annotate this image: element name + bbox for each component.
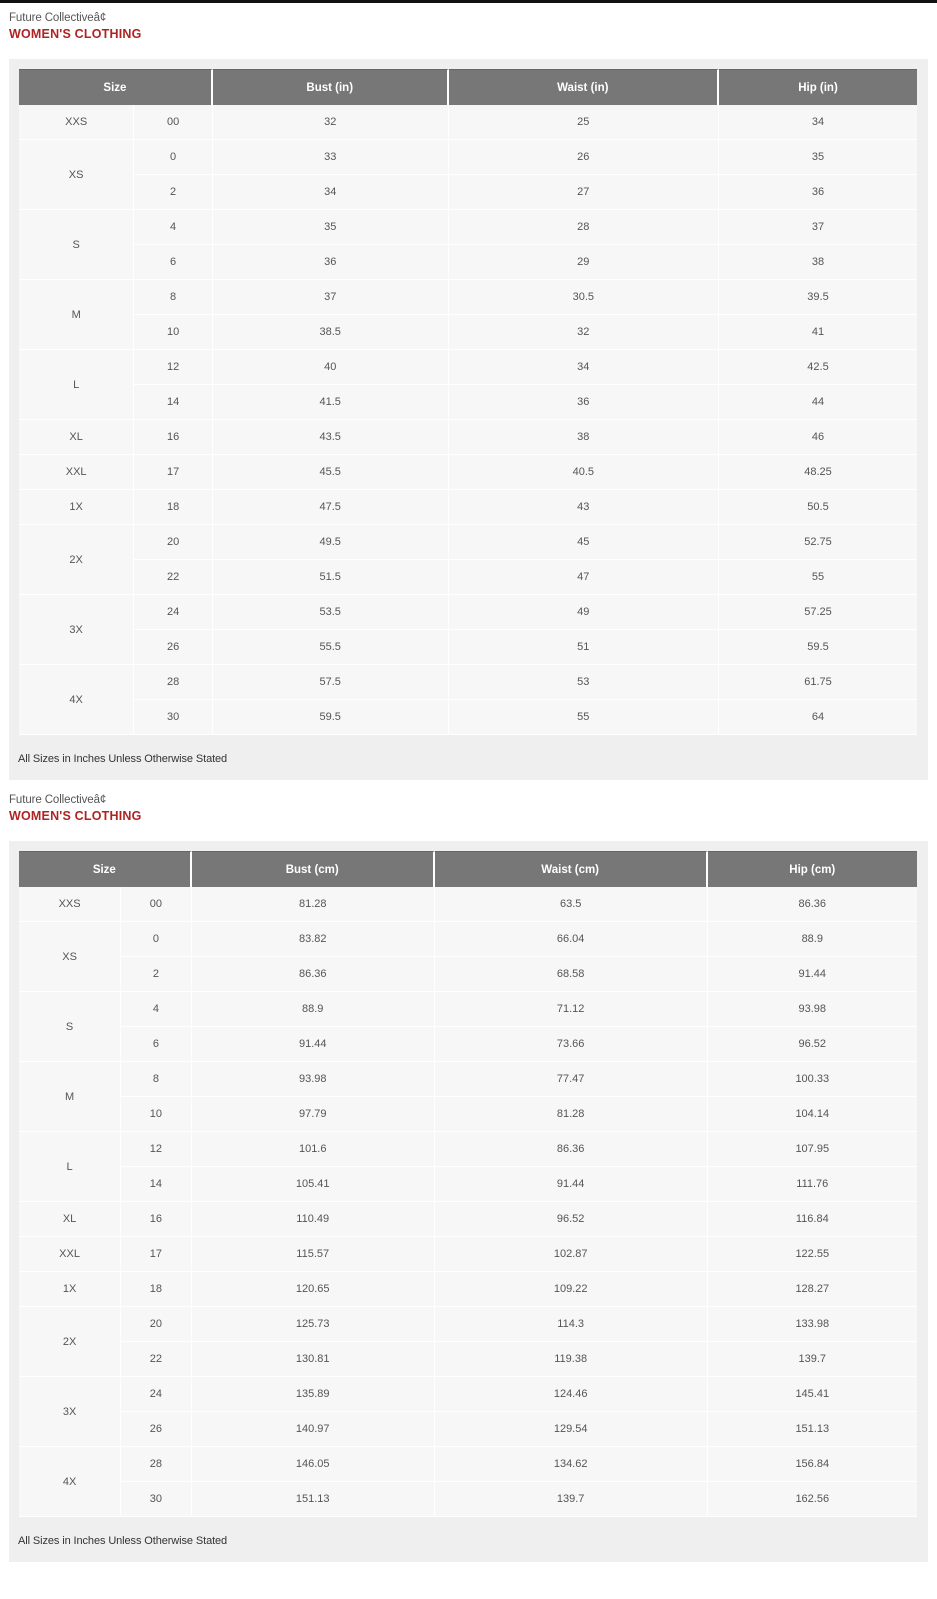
- size-table: [19, 851, 917, 1517]
- hip-cell: 86.36: [708, 887, 917, 922]
- hip-cell: 34: [719, 105, 917, 140]
- table-row: [19, 1062, 917, 1097]
- size-label-cell: S: [19, 210, 134, 280]
- numeric-size-cell: 17: [121, 1237, 192, 1272]
- size-label-cell: XXS: [19, 105, 134, 140]
- header-row: [19, 851, 917, 887]
- bust-cell: 151.13: [192, 1482, 435, 1517]
- header-bust: Bust (in): [213, 69, 449, 105]
- numeric-size-cell: 0: [121, 922, 192, 957]
- hip-cell: 91.44: [708, 957, 917, 992]
- size-label-cell: XS: [19, 922, 121, 992]
- header-waist: Waist (in): [449, 69, 719, 105]
- hip-cell: 64: [719, 700, 917, 735]
- bust-cell: 140.97: [192, 1412, 435, 1447]
- table-row: [19, 1167, 917, 1202]
- size-label-cell: 2X: [19, 525, 134, 595]
- hip-cell: 100.33: [708, 1062, 917, 1097]
- hip-cell: 151.13: [708, 1412, 917, 1447]
- chart-title: WOMEN'S CLOTHING: [9, 809, 142, 823]
- waist-cell: 36: [449, 385, 719, 420]
- numeric-size-cell: 18: [121, 1272, 192, 1307]
- hip-cell: 88.9: [708, 922, 917, 957]
- numeric-size-cell: 2: [134, 175, 213, 210]
- bust-cell: 88.9: [192, 992, 435, 1027]
- numeric-size-cell: 2: [121, 957, 192, 992]
- table-row: [19, 525, 917, 560]
- waist-cell: 29: [449, 245, 719, 280]
- table-row: [19, 630, 917, 665]
- numeric-size-cell: 24: [134, 595, 213, 630]
- bust-cell: 35: [213, 210, 449, 245]
- waist-cell: 26: [449, 140, 719, 175]
- size-label-cell: XS: [19, 140, 134, 210]
- numeric-size-cell: 26: [134, 630, 213, 665]
- table-row: [19, 665, 917, 700]
- table-row: [19, 315, 917, 350]
- table-row: [19, 1097, 917, 1132]
- size-table-panel: [9, 59, 928, 780]
- waist-cell: 73.66: [435, 1027, 708, 1062]
- numeric-size-cell: 4: [121, 992, 192, 1027]
- table-row: [19, 1272, 917, 1307]
- numeric-size-cell: 10: [134, 315, 213, 350]
- hip-cell: 52.75: [719, 525, 917, 560]
- bust-cell: 41.5: [213, 385, 449, 420]
- waist-cell: 71.12: [435, 992, 708, 1027]
- hip-cell: 46: [719, 420, 917, 455]
- table-row: [19, 350, 917, 385]
- numeric-size-cell: 10: [121, 1097, 192, 1132]
- waist-cell: 38: [449, 420, 719, 455]
- numeric-size-cell: 14: [134, 385, 213, 420]
- numeric-size-cell: 30: [121, 1482, 192, 1517]
- size-label-cell: 4X: [19, 1447, 121, 1517]
- table-row: [19, 922, 917, 957]
- table-row: [19, 140, 917, 175]
- header-hip: Hip (in): [719, 69, 917, 105]
- table-row: [19, 595, 917, 630]
- waist-cell: 49: [449, 595, 719, 630]
- bust-cell: 32: [213, 105, 449, 140]
- waist-cell: 66.04: [435, 922, 708, 957]
- table-row: [19, 1027, 917, 1062]
- waist-cell: 91.44: [435, 1167, 708, 1202]
- waist-cell: 55: [449, 700, 719, 735]
- size-label-cell: XXS: [19, 887, 121, 922]
- waist-cell: 139.7: [435, 1482, 708, 1517]
- bust-cell: 105.41: [192, 1167, 435, 1202]
- numeric-size-cell: 0: [134, 140, 213, 175]
- top-rule: [0, 0, 937, 3]
- bust-cell: 110.49: [192, 1202, 435, 1237]
- numeric-size-cell: 12: [134, 350, 213, 385]
- hip-cell: 50.5: [719, 490, 917, 525]
- bust-cell: 91.44: [192, 1027, 435, 1062]
- numeric-size-cell: 4: [134, 210, 213, 245]
- size-label-cell: M: [19, 1062, 121, 1132]
- size-label-cell: S: [19, 992, 121, 1062]
- bust-cell: 37: [213, 280, 449, 315]
- hip-cell: 39.5: [719, 280, 917, 315]
- hip-cell: 48.25: [719, 455, 917, 490]
- numeric-size-cell: 22: [121, 1342, 192, 1377]
- hip-cell: 36: [719, 175, 917, 210]
- numeric-size-cell: 26: [121, 1412, 192, 1447]
- bust-cell: 120.65: [192, 1272, 435, 1307]
- bust-cell: 34: [213, 175, 449, 210]
- size-label-cell: 2X: [19, 1307, 121, 1377]
- table-row: [19, 1202, 917, 1237]
- numeric-size-cell: 18: [134, 490, 213, 525]
- waist-cell: 102.87: [435, 1237, 708, 1272]
- bust-cell: 93.98: [192, 1062, 435, 1097]
- numeric-size-cell: 22: [134, 560, 213, 595]
- bust-cell: 45.5: [213, 455, 449, 490]
- waist-cell: 25: [449, 105, 719, 140]
- waist-cell: 27: [449, 175, 719, 210]
- table-row: [19, 175, 917, 210]
- hip-cell: 57.25: [719, 595, 917, 630]
- hip-cell: 37: [719, 210, 917, 245]
- table-row: [19, 280, 917, 315]
- hip-cell: 111.76: [708, 1167, 917, 1202]
- header-size: Size: [19, 851, 192, 887]
- size-table-body: [19, 887, 917, 1517]
- bust-cell: 83.82: [192, 922, 435, 957]
- waist-cell: 129.54: [435, 1412, 708, 1447]
- waist-cell: 96.52: [435, 1202, 708, 1237]
- bust-cell: 33: [213, 140, 449, 175]
- hip-cell: 59.5: [719, 630, 917, 665]
- hip-cell: 93.98: [708, 992, 917, 1027]
- waist-cell: 30.5: [449, 280, 719, 315]
- waist-cell: 51: [449, 630, 719, 665]
- waist-cell: 63.5: [435, 887, 708, 922]
- chart-title: WOMEN'S CLOTHING: [9, 27, 142, 41]
- hip-cell: 42.5: [719, 350, 917, 385]
- waist-cell: 40.5: [449, 455, 719, 490]
- size-label-cell: M: [19, 280, 134, 350]
- table-row: [19, 1482, 917, 1517]
- size-label-cell: L: [19, 1132, 121, 1202]
- hip-cell: 145.41: [708, 1377, 917, 1412]
- size-label-cell: XL: [19, 1202, 121, 1237]
- numeric-size-cell: 14: [121, 1167, 192, 1202]
- size-label-cell: L: [19, 350, 134, 420]
- numeric-size-cell: 8: [134, 280, 213, 315]
- size-label-cell: 3X: [19, 1377, 121, 1447]
- hip-cell: 139.7: [708, 1342, 917, 1377]
- table-row: [19, 1307, 917, 1342]
- hip-cell: 104.14: [708, 1097, 917, 1132]
- bust-cell: 86.36: [192, 957, 435, 992]
- bust-cell: 40: [213, 350, 449, 385]
- waist-cell: 34: [449, 350, 719, 385]
- table-row: [19, 887, 917, 922]
- brand-name: Future Collectiveâ¢: [9, 794, 107, 806]
- size-table-panel: [9, 841, 928, 1562]
- units-note: All Sizes in Inches Unless Otherwise Stated: [18, 1535, 228, 1547]
- numeric-size-cell: 28: [121, 1447, 192, 1482]
- bust-cell: 130.81: [192, 1342, 435, 1377]
- hip-cell: 107.95: [708, 1132, 917, 1167]
- waist-cell: 68.58: [435, 957, 708, 992]
- header-waist: Waist (cm): [435, 851, 708, 887]
- table-row: [19, 957, 917, 992]
- waist-cell: 43: [449, 490, 719, 525]
- waist-cell: 77.47: [435, 1062, 708, 1097]
- bust-cell: 59.5: [213, 700, 449, 735]
- bust-cell: 47.5: [213, 490, 449, 525]
- bust-cell: 81.28: [192, 887, 435, 922]
- bust-cell: 101.6: [192, 1132, 435, 1167]
- bust-cell: 43.5: [213, 420, 449, 455]
- waist-cell: 32: [449, 315, 719, 350]
- waist-cell: 86.36: [435, 1132, 708, 1167]
- numeric-size-cell: 16: [121, 1202, 192, 1237]
- bust-cell: 135.89: [192, 1377, 435, 1412]
- table-row: [19, 560, 917, 595]
- header-row: [19, 69, 917, 105]
- table-row: [19, 420, 917, 455]
- bust-cell: 36: [213, 245, 449, 280]
- hip-cell: 122.55: [708, 1237, 917, 1272]
- header-bust: Bust (cm): [192, 851, 435, 887]
- size-label-cell: 3X: [19, 595, 134, 665]
- table-row: [19, 1377, 917, 1412]
- header-hip: Hip (cm): [708, 851, 917, 887]
- waist-cell: 47: [449, 560, 719, 595]
- hip-cell: 156.84: [708, 1447, 917, 1482]
- table-row: [19, 105, 917, 140]
- bust-cell: 55.5: [213, 630, 449, 665]
- bust-cell: 125.73: [192, 1307, 435, 1342]
- hip-cell: 35: [719, 140, 917, 175]
- table-row: [19, 210, 917, 245]
- units-note: All Sizes in Inches Unless Otherwise Stated: [18, 753, 228, 765]
- bust-cell: 38.5: [213, 315, 449, 350]
- table-row: [19, 1132, 917, 1167]
- table-row: [19, 455, 917, 490]
- size-label-cell: XXL: [19, 1237, 121, 1272]
- bust-cell: 115.57: [192, 1237, 435, 1272]
- bust-cell: 146.05: [192, 1447, 435, 1482]
- hip-cell: 41: [719, 315, 917, 350]
- bust-cell: 53.5: [213, 595, 449, 630]
- waist-cell: 81.28: [435, 1097, 708, 1132]
- table-row: [19, 385, 917, 420]
- waist-cell: 134.62: [435, 1447, 708, 1482]
- numeric-size-cell: 20: [134, 525, 213, 560]
- hip-cell: 38: [719, 245, 917, 280]
- size-label-cell: XL: [19, 420, 134, 455]
- size-label-cell: XXL: [19, 455, 134, 490]
- hip-cell: 128.27: [708, 1272, 917, 1307]
- table-row: [19, 1237, 917, 1272]
- numeric-size-cell: 6: [134, 245, 213, 280]
- waist-cell: 53: [449, 665, 719, 700]
- numeric-size-cell: 00: [134, 105, 213, 140]
- hip-cell: 162.56: [708, 1482, 917, 1517]
- table-row: [19, 992, 917, 1027]
- numeric-size-cell: 12: [121, 1132, 192, 1167]
- table-row: [19, 1447, 917, 1482]
- bust-cell: 97.79: [192, 1097, 435, 1132]
- numeric-size-cell: 00: [121, 887, 192, 922]
- numeric-size-cell: 20: [121, 1307, 192, 1342]
- numeric-size-cell: 6: [121, 1027, 192, 1062]
- table-row: [19, 700, 917, 735]
- numeric-size-cell: 30: [134, 700, 213, 735]
- hip-cell: 133.98: [708, 1307, 917, 1342]
- bust-cell: 57.5: [213, 665, 449, 700]
- brand-name: Future Collectiveâ¢: [9, 12, 107, 24]
- hip-cell: 55: [719, 560, 917, 595]
- numeric-size-cell: 16: [134, 420, 213, 455]
- size-label-cell: 1X: [19, 1272, 121, 1307]
- waist-cell: 28: [449, 210, 719, 245]
- bust-cell: 51.5: [213, 560, 449, 595]
- size-label-cell: 1X: [19, 490, 134, 525]
- hip-cell: 44: [719, 385, 917, 420]
- hip-cell: 61.75: [719, 665, 917, 700]
- table-row: [19, 1342, 917, 1377]
- numeric-size-cell: 17: [134, 455, 213, 490]
- waist-cell: 45: [449, 525, 719, 560]
- table-row: [19, 245, 917, 280]
- waist-cell: 124.46: [435, 1377, 708, 1412]
- waist-cell: 114.3: [435, 1307, 708, 1342]
- waist-cell: 119.38: [435, 1342, 708, 1377]
- numeric-size-cell: 24: [121, 1377, 192, 1412]
- hip-cell: 116.84: [708, 1202, 917, 1237]
- header-size: Size: [19, 69, 213, 105]
- numeric-size-cell: 8: [121, 1062, 192, 1097]
- size-table: [19, 69, 917, 735]
- numeric-size-cell: 28: [134, 665, 213, 700]
- bust-cell: 49.5: [213, 525, 449, 560]
- table-row: [19, 490, 917, 525]
- waist-cell: 109.22: [435, 1272, 708, 1307]
- table-row: [19, 1412, 917, 1447]
- size-label-cell: 4X: [19, 665, 134, 735]
- hip-cell: 96.52: [708, 1027, 917, 1062]
- size-table-body: [19, 105, 917, 735]
